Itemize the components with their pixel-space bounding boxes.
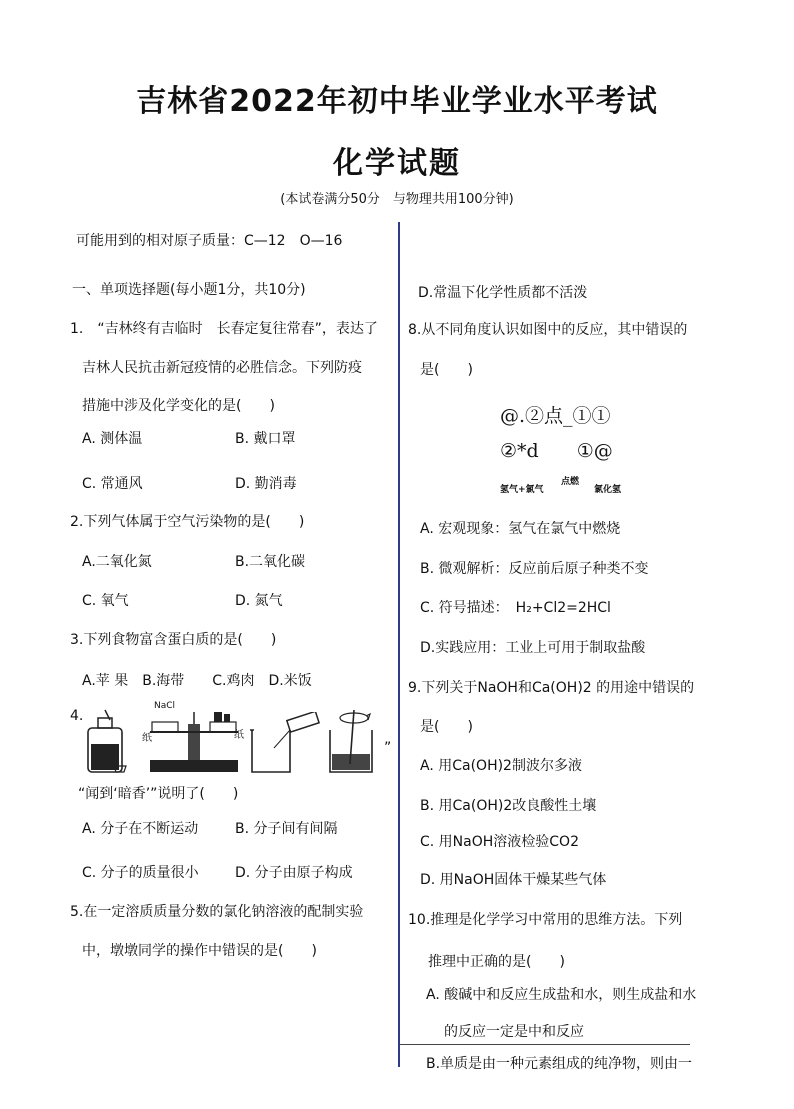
nacl-label: NaCl (154, 701, 176, 711)
column-divider (398, 222, 400, 1067)
q9-option-c: C. 用NaOH溶液检验CO2 (420, 834, 579, 850)
q8-option-b: B. 微观解析：反应前后原子种类不变 (420, 561, 649, 577)
q7-option-d: D.常温下化学性质都不活泼 (418, 285, 588, 301)
q8-option-a: A. 宏观现象：氢气在氯气中燃烧 (420, 521, 621, 537)
q8-option-c: C. 符号描述： H₂+Cl2=2HCl (420, 600, 611, 616)
exam-title: 吉林省2022年初中毕业学业水平考试 (136, 84, 658, 119)
q10-option-b-line1: B.单质是由一种元素组成的纯净物，则由一 (426, 1056, 693, 1072)
q4-option-d: D. 分子由原子构成 (235, 865, 353, 881)
q1-option-b: B. 戴口罩 (235, 431, 296, 447)
reagent-bottle-illustration (82, 708, 134, 776)
q2-stem: 2.下列气体属于空气污染物的是( ) (70, 514, 305, 530)
q8-caption-reactants: 氢气+氯气 (500, 485, 544, 495)
q4-option-b: B. 分子间有间隔 (235, 821, 338, 837)
q10-option-a-line2: 的反应一定是中和反应 (444, 1024, 584, 1040)
q3-stem: 3.下列食物富含蛋白质的是( ) (70, 632, 277, 648)
q8-equation-row2: ②*d ①@ (500, 440, 613, 462)
q8-option-d: D.实践应用：工业上可用于制取盐酸 (420, 640, 646, 656)
q1-option-c: C. 常通风 (82, 476, 143, 492)
q3-options: A.苹 果 B.海带 C.鸡肉 D.米饭 (82, 673, 312, 689)
q8-caption-condition: 点燃 (561, 477, 580, 487)
atomic-mass-line: 可能用到的相对原子质量：C—12 O—16 (76, 233, 343, 249)
answer-underline (400, 1044, 690, 1045)
section-heading: 一、单项选择题(每小题1分，共10分) (72, 282, 306, 298)
q2-option-b: B.二氧化碳 (235, 554, 306, 570)
q2-option-d: D. 氮气 (235, 593, 283, 609)
q8-equation-row1: @.②点_①① (500, 405, 611, 427)
q2-option-c: C. 氧气 (82, 593, 129, 609)
q2-option-a: A.二氧化氮 (82, 554, 152, 570)
q8-caption-product: 氯化氢 (594, 485, 622, 495)
stirring-beaker-illustration (322, 704, 384, 776)
q10-line2: 推理中正确的是( ) (428, 954, 565, 970)
q4-option-a: A. 分子在不断运动 (82, 821, 199, 837)
q5-line1: 5.在一定溶质质量分数的氯化钠溶液的配制实验 (70, 904, 364, 920)
q10-line1: 10.推理是化学学习中常用的思维方法。下列 (408, 912, 683, 928)
balance-illustration (140, 700, 248, 776)
q4-stem: “闻到‘暗香’”说明了( ) (78, 786, 239, 802)
q1-option-a: A. 测体温 (82, 431, 143, 447)
q8-line1: 8.从不同角度认识如图中的反应，其中错误的 (408, 322, 688, 338)
q9-option-b: B. 用Ca(OH)2改良酸性土壤 (420, 798, 597, 814)
paper-label-right: 纸 (234, 730, 244, 741)
q9-option-d: D. 用NaOH固体干燥某些气体 (420, 872, 607, 888)
q4-option-c: C. 分子的质量很小 (82, 865, 199, 881)
q4-quote-end: ” (384, 740, 392, 756)
q1-line2: 吉林人民抗击新冠疫情的必胜信念。下列防疫 (82, 360, 362, 376)
subject-title: 化学试题 (333, 146, 461, 181)
q9-line1: 9.下列关于NaOH和Ca(OH)2 的用途中错误的 (408, 680, 695, 696)
q1-line3: 措施中涉及化学变化的是( ) (82, 398, 275, 414)
q9-line2: 是( ) (420, 719, 473, 735)
paper-label-left: 纸 (142, 733, 152, 744)
q5-line2: 中，墩墩同学的操作中错误的是( ) (82, 943, 317, 959)
beaker-pouring-illustration (246, 712, 324, 776)
q9-option-a: A. 用Ca(OH)2制波尔多液 (420, 758, 582, 774)
q10-option-a-line1: A. 酸碱中和反应生成盐和水，则生成盐和水 (426, 987, 697, 1003)
q8-line2: 是( ) (420, 362, 473, 378)
q4-number: 4. (70, 708, 84, 724)
q1-line1: 1. “吉林终有吉临时 长春定复往常春”，表达了 (70, 321, 378, 337)
exam-note: (本试卷满分50分 与物理共用100分钟) (280, 192, 514, 207)
q1-option-d: D. 勤消毒 (235, 476, 297, 492)
